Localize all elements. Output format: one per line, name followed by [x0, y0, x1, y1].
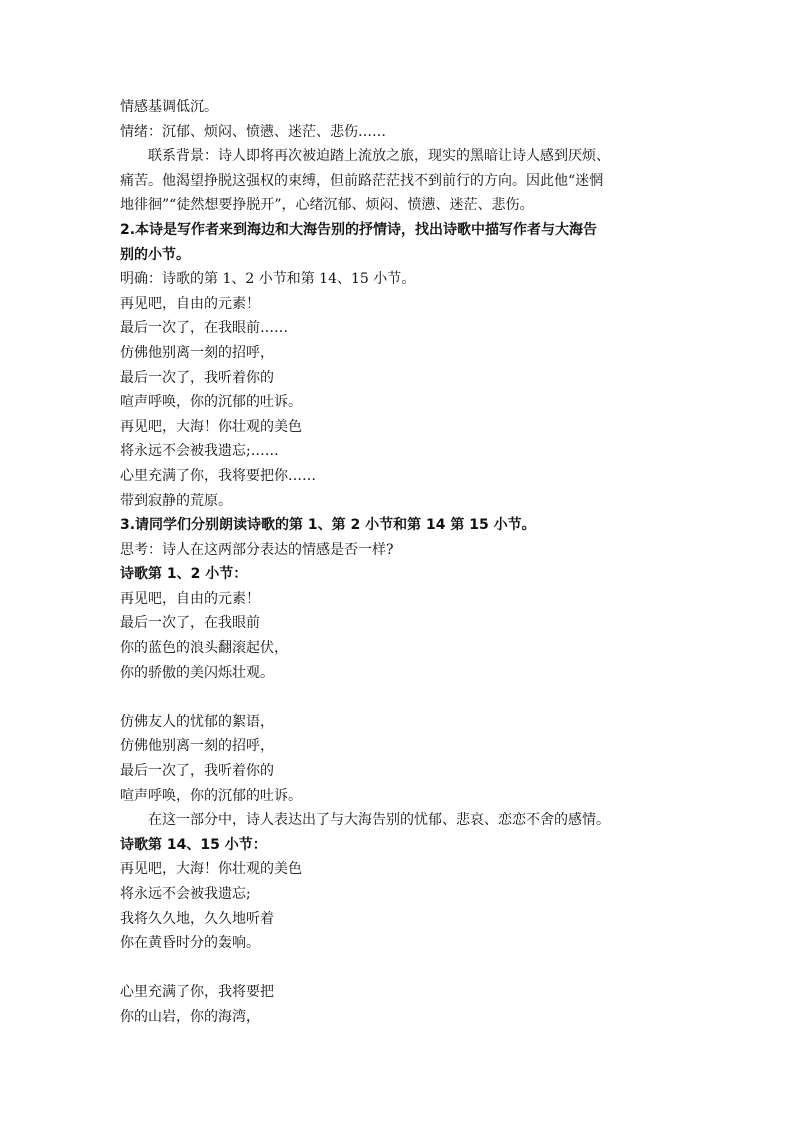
text-line: 明确：诗歌的第 1、2 小节和第 14、15 小节。	[120, 271, 416, 288]
section-heading: 诗歌第 14、15 小节：	[120, 836, 267, 853]
blank-line	[120, 956, 690, 981]
text-line: 地徘徊”“徒然想要挣脱开”，心绪沉郁、烦闷、愤懑、迷茫、悲伤。	[120, 197, 534, 214]
text-line: 最后一次了，我听着你的	[120, 369, 274, 386]
section-heading: 诗歌第 1、2 小节：	[120, 566, 248, 583]
text-line: 我将久久地，久久地听着	[120, 910, 274, 927]
paragraph-line: 在这一部分中，诗人表达出了与大海告别的忧郁、悲哀、恋恋不舍的感情。	[148, 812, 610, 829]
text-line: 再见吧，大海！你壮观的美色	[120, 418, 302, 435]
text-line: 喧声呼唤，你的沉郁的吐诉。	[120, 787, 302, 804]
paragraph-line: 联系背景：诗人即将再次被迫踏上流放之旅，现实的黑暗让诗人感到厌烦、	[148, 148, 610, 165]
section-heading: 别的小节。	[120, 246, 190, 263]
text-line: 你的山岩，你的海湾，	[120, 1008, 260, 1025]
blank-line	[120, 685, 690, 710]
section-heading: 2.本诗是写作者来到海边和大海告别的抒情诗，找出诗歌中描写作者与大海告	[120, 221, 598, 238]
text-line: 最后一次了，在我眼前	[120, 615, 260, 632]
text-line: 你的骄傲的美闪烁壮观。	[120, 664, 274, 681]
text-line: 你的蓝色的浪头翻滚起伏，	[120, 640, 288, 657]
text-line: 带到寂静的荒原。	[120, 492, 232, 509]
text-line: 仿佛他别离一刻的招呼，	[120, 738, 274, 755]
text-line: 情感基调低沉。	[120, 99, 218, 115]
text-line: 仿佛友人的忧郁的絮语，	[120, 713, 274, 730]
text-line: 再见吧，自由的元素！	[120, 590, 260, 607]
text-line: 最后一次了，我听着你的	[120, 763, 274, 780]
text-line: 喧声呼唤，你的沉郁的吐诉。	[120, 394, 302, 411]
text-line: 将永远不会被我遗忘;……	[120, 443, 279, 460]
text-line: 将永远不会被我遗忘;	[120, 886, 251, 902]
section-heading: 3.请同学们分别朗读诗歌的第 1、第 2 小节和第 14 第 15 小节。	[120, 517, 536, 534]
text-line: 再见吧，大海！你壮观的美色	[120, 861, 302, 878]
text-line: 情绪：沉郁、烦闷、愤懑、迷茫、悲伤……	[120, 123, 386, 140]
text-line: 仿佛他别离一刻的招呼，	[120, 344, 274, 361]
text-line: 心里充满了你，我将要把你……	[120, 467, 316, 484]
document-page	[120, 95, 690, 1030]
text-line: 心里充满了你，我将要把	[120, 984, 274, 1001]
text-line: 思考：诗人在这两部分表达的情感是否一样?	[120, 541, 394, 558]
text-line: 最后一次了，在我眼前……	[120, 320, 288, 337]
text-line: 你在黄昏时分的轰响。	[120, 935, 260, 952]
text-line: 再见吧，自由的元素！	[120, 295, 260, 312]
text-line: 痛苦。他渴望挣脱这强权的束缚，但前路茫茫找不到前行的方向。因此他“迷惘	[120, 172, 604, 189]
